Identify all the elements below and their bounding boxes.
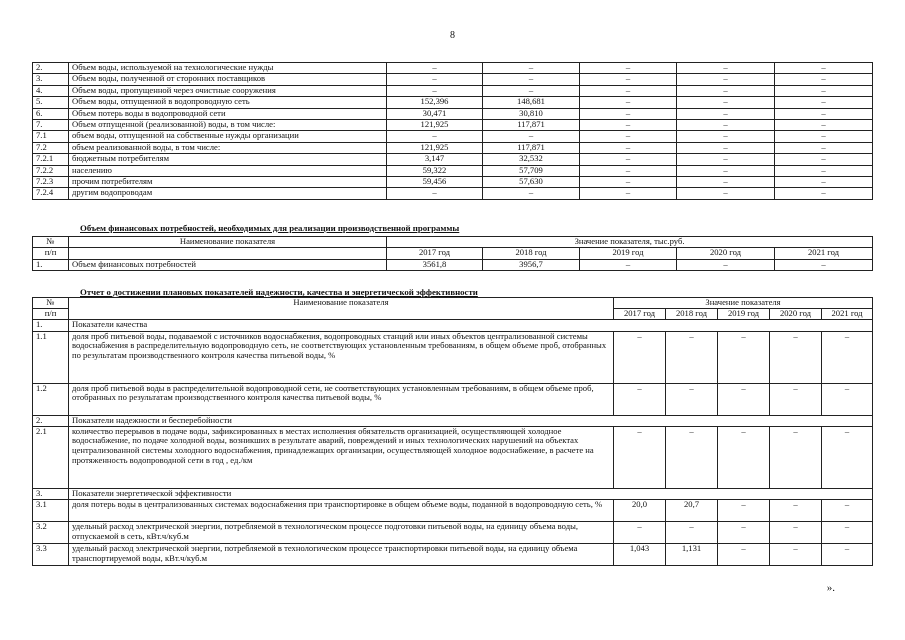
cell-value: – — [718, 426, 770, 488]
table-row — [33, 543, 873, 565]
cell-value: 59,456 — [387, 176, 483, 187]
cell-value: – — [483, 63, 580, 74]
row-number: 1.1 — [33, 331, 69, 383]
cell-value: – — [614, 383, 666, 415]
year-header: 2019 год — [718, 309, 770, 320]
cell-value: – — [775, 259, 873, 270]
cell-value: 152,396 — [387, 97, 483, 108]
cell-value: – — [822, 383, 873, 415]
row-number: 3.1 — [33, 499, 69, 521]
table-row — [33, 426, 873, 488]
row-number: 2.1 — [33, 426, 69, 488]
cell-value: – — [483, 74, 580, 85]
row-name: населению — [69, 165, 387, 176]
year-header: 2021 год — [775, 248, 873, 259]
cell-value: – — [677, 119, 775, 130]
section-row — [33, 415, 873, 426]
table-row — [33, 74, 873, 85]
row-number: 3. — [33, 74, 69, 85]
cell-value: – — [770, 499, 822, 521]
cell-value: – — [775, 63, 873, 74]
section-row — [33, 488, 873, 499]
cell-value: 32,532 — [483, 154, 580, 165]
header-value: Значение показателя — [614, 298, 873, 309]
row-name: Объем отпущенной (реализованной) воды, в том числе: — [69, 119, 387, 130]
cell-value: 1,043 — [614, 543, 666, 565]
cell-value: – — [718, 383, 770, 415]
indicators-table — [32, 297, 873, 566]
cell-value: – — [387, 131, 483, 142]
cell-value: – — [580, 131, 677, 142]
cell-value: – — [580, 74, 677, 85]
cell-value: – — [822, 521, 873, 543]
cell-value: 1,131 — [666, 543, 718, 565]
year-header: 2020 год — [770, 309, 822, 320]
cell-value: – — [580, 142, 677, 153]
header-no-2: п/п — [33, 309, 69, 320]
cell-value: – — [580, 63, 677, 74]
table-row — [33, 521, 873, 543]
cell-value: – — [677, 74, 775, 85]
water-volume-table — [32, 62, 873, 200]
cell-value: – — [666, 426, 718, 488]
cell-value: – — [770, 331, 822, 383]
row-number: 7.1 — [33, 131, 69, 142]
cell-value: – — [775, 188, 873, 199]
header-name-cont — [69, 248, 387, 259]
cell-value: – — [614, 426, 666, 488]
row-name: доля проб питьевой воды, подаваемой с источников водоснабжения, водопроводных станций или иных объектов централизованной системы водоснабжения в распределительную водопроводную сеть, не соответствующих установленным требованиям, в общем объеме проб, отобранных по результатам производственного контроля качества питьевой воды, % — [69, 331, 614, 383]
row-number: 7.2.3 — [33, 176, 69, 187]
cell-value: – — [677, 85, 775, 96]
cell-value: 117,871 — [483, 142, 580, 153]
cell-value: – — [580, 165, 677, 176]
cell-value: 30,810 — [483, 108, 580, 119]
row-number: 7.2.4 — [33, 188, 69, 199]
cell-value: – — [822, 426, 873, 488]
cell-value: – — [580, 119, 677, 130]
cell-value: – — [677, 108, 775, 119]
cell-value: – — [677, 176, 775, 187]
year-header: 2019 год — [580, 248, 677, 259]
cell-value: – — [770, 521, 822, 543]
cell-value: – — [770, 543, 822, 565]
row-number: 2. — [33, 63, 69, 74]
cell-value: – — [666, 521, 718, 543]
table-row — [33, 85, 873, 96]
row-name: объем воды, отпущенной на собственные нужды организации — [69, 131, 387, 142]
row-number: 3.3 — [33, 543, 69, 565]
year-header: 2017 год — [387, 248, 483, 259]
cell-value: – — [822, 499, 873, 521]
cell-value: 121,925 — [387, 119, 483, 130]
cell-value: – — [718, 543, 770, 565]
cell-value: – — [580, 154, 677, 165]
header-no: № — [33, 237, 69, 248]
row-name: удельный расход электрической энергии, потребляемой в технологическом процессе транспортировки питьевой воды, на единицу объема транспортируемой воды, кВт.ч/куб.м — [69, 543, 614, 565]
row-name: Объем воды, пропущенной через очистные сооружения — [69, 85, 387, 96]
row-number: 7.2.2 — [33, 165, 69, 176]
table-row — [33, 499, 873, 521]
row-name: Объем воды, используемой на технологические нужды — [69, 63, 387, 74]
year-header: 2020 год — [677, 248, 775, 259]
row-number: 6. — [33, 108, 69, 119]
row-number: 4. — [33, 85, 69, 96]
financial-needs-table — [32, 236, 873, 271]
cell-value: – — [677, 188, 775, 199]
row-name: объем реализованной воды, в том числе: — [69, 142, 387, 153]
table-row — [33, 97, 873, 108]
cell-value: – — [387, 85, 483, 96]
cell-value: – — [387, 63, 483, 74]
table-row — [33, 63, 873, 74]
closing-quote: ». — [826, 582, 835, 594]
cell-value: – — [677, 142, 775, 153]
cell-value: – — [614, 331, 666, 383]
cell-value: – — [775, 165, 873, 176]
cell-value: – — [775, 119, 873, 130]
cell-value: 20,0 — [614, 499, 666, 521]
cell-value: – — [770, 426, 822, 488]
header-no-2: п/п — [33, 248, 69, 259]
cell-value: – — [666, 383, 718, 415]
cell-value: 20,7 — [666, 499, 718, 521]
section-name: Показатели надежности и бесперебойности — [69, 415, 873, 426]
row-name: доля потерь воды в централизованных системах водоснабжения при транспортировке в общем объеме воды, поданной в водопроводную сеть, % — [69, 499, 614, 521]
row-number: 1. — [33, 259, 69, 270]
row-name: прочим потребителям — [69, 176, 387, 187]
table-row — [33, 259, 873, 270]
row-name: количество перерывов в подаче воды, зафиксированных в местах исполнения обязательств организацией, осуществляющей холодное водоснабжение, по подаче холодной воды, возникших в результате аварий, повреждений и иных технологических нарушений на объектах централизованной системы холодного водоснабжения, принадлежащих организации, осуществляющей холодное водоснабжение, в расчете на протяженность водопроводной сети в год , ед./км — [69, 426, 614, 488]
year-header: 2017 год — [614, 309, 666, 320]
table-row — [33, 331, 873, 383]
indicators-report-title: Отчет о достижении плановых показателей надежности, качества и энергетической эффективности — [80, 287, 478, 297]
cell-value: – — [770, 383, 822, 415]
section-name: Показатели энергетической эффективности — [69, 488, 873, 499]
cell-value: 57,630 — [483, 176, 580, 187]
row-name: Объем воды, полученной от сторонних поставщиков — [69, 74, 387, 85]
cell-value: 59,322 — [387, 165, 483, 176]
cell-value: – — [677, 165, 775, 176]
row-number: 7. — [33, 119, 69, 130]
section-name: Показатели качества — [69, 320, 873, 331]
row-name: Объем потерь воды в водопроводной сети — [69, 108, 387, 119]
row-number: 3.2 — [33, 521, 69, 543]
row-number: 3. — [33, 488, 69, 499]
cell-value: – — [775, 142, 873, 153]
cell-value: 3956,7 — [483, 259, 580, 270]
cell-value: – — [677, 63, 775, 74]
cell-value: – — [775, 74, 873, 85]
financial-needs-title: Объем финансовых потребностей, необходимых для реализации производственной программы — [80, 223, 460, 233]
cell-value: – — [580, 188, 677, 199]
table-row — [33, 165, 873, 176]
cell-value: – — [580, 85, 677, 96]
cell-value: – — [677, 259, 775, 270]
cell-value: – — [580, 176, 677, 187]
table-row — [33, 119, 873, 130]
cell-value: – — [718, 499, 770, 521]
year-header: 2021 год — [822, 309, 873, 320]
row-name: удельный расход электрической энергии, потребляемой в технологическом процессе подготовки питьевой воды, на единицу объема воды, отпускаемой в сеть, кВт.ч/куб.м — [69, 521, 614, 543]
cell-value: – — [580, 259, 677, 270]
cell-value: – — [614, 521, 666, 543]
cell-value: – — [775, 97, 873, 108]
page-number: 8 — [450, 30, 455, 41]
header-name: Наименование показателя — [69, 298, 614, 320]
cell-value: 148,681 — [483, 97, 580, 108]
cell-value: – — [580, 108, 677, 119]
table-row — [33, 176, 873, 187]
cell-value: – — [677, 97, 775, 108]
table-row — [33, 383, 873, 415]
cell-value: – — [483, 85, 580, 96]
row-name: доля проб питьевой воды в распределительной водопроводной сети, не соответствующих установленным требованиям, в общем объеме проб, отобранных по результатам производственного контроля качества питьевой воды, % — [69, 383, 614, 415]
cell-value: – — [718, 331, 770, 383]
cell-value: – — [775, 154, 873, 165]
row-number: 7.2 — [33, 142, 69, 153]
cell-value: – — [775, 108, 873, 119]
cell-value: – — [666, 331, 718, 383]
cell-value: – — [483, 131, 580, 142]
cell-value: – — [822, 331, 873, 383]
cell-value: 117,871 — [483, 119, 580, 130]
row-number: 1.2 — [33, 383, 69, 415]
row-number: 1. — [33, 320, 69, 331]
header-name: Наименование показателя — [69, 237, 387, 248]
cell-value: – — [387, 188, 483, 199]
year-header: 2018 год — [483, 248, 580, 259]
row-name: бюджетным потребителям — [69, 154, 387, 165]
cell-value: – — [677, 131, 775, 142]
row-number: 7.2.1 — [33, 154, 69, 165]
cell-value: – — [775, 85, 873, 96]
cell-value: 3,147 — [387, 154, 483, 165]
section-row — [33, 320, 873, 331]
cell-value: – — [822, 543, 873, 565]
year-header: 2018 год — [666, 309, 718, 320]
cell-value: 121,925 — [387, 142, 483, 153]
table-row — [33, 108, 873, 119]
cell-value: 30,471 — [387, 108, 483, 119]
cell-value: – — [677, 154, 775, 165]
cell-value: 57,709 — [483, 165, 580, 176]
cell-value: – — [718, 521, 770, 543]
cell-value: – — [580, 97, 677, 108]
cell-value: – — [387, 74, 483, 85]
cell-value: – — [775, 176, 873, 187]
table-row — [33, 154, 873, 165]
row-number: 5. — [33, 97, 69, 108]
row-name: Объем финансовых потребностей — [69, 259, 387, 270]
table-row — [33, 131, 873, 142]
row-number: 2. — [33, 415, 69, 426]
row-name: Объем воды, отпущенной в водопроводную сеть — [69, 97, 387, 108]
table-row — [33, 142, 873, 153]
cell-value: – — [483, 188, 580, 199]
table-row — [33, 188, 873, 199]
header-no: № — [33, 298, 69, 309]
cell-value: – — [775, 131, 873, 142]
cell-value: 3561,8 — [387, 259, 483, 270]
row-name: другим водопроводам — [69, 188, 387, 199]
header-value: Значение показателя, тыс.руб. — [387, 237, 873, 248]
